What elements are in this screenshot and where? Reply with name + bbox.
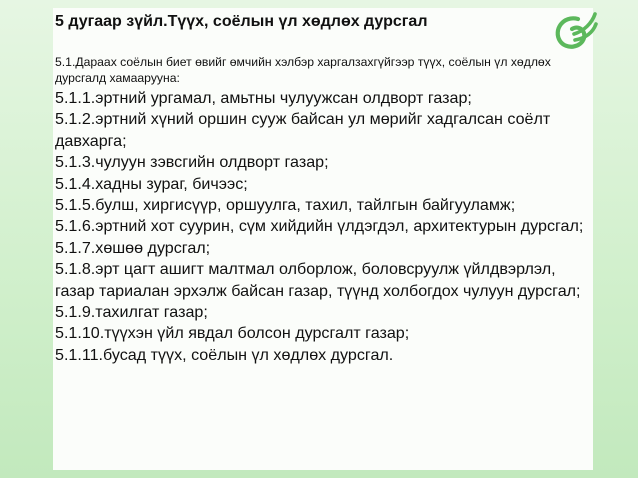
list-item: 5.1.8.эрт цагт ашигт малтмал олборлож, боловсруулж үйлдвэрлэл, газар тариалан эрхэлж байсан газар, түүнд холбогдох чулуун дурсгал; [55, 260, 581, 300]
list-item: 5.1.9.тахилгат газар; [55, 303, 208, 322]
list-item: 5.1.10.түүхэн үйл явдал болсон дурсгалт газар; [55, 324, 410, 343]
list-item: 5.1.2.эртний хүний оршин сууж байсан ул мөрийг хадгалсан соёлт давхарга; [55, 110, 551, 150]
list-item: 5.1.11.бусад түүх, соёлын үл хөдлөх дурсгал. [55, 345, 394, 364]
intro-paragraph: 5.1.Дараах соёлын биет өвийг өмчийн хэлбэр харгалзахгүйгээр түүх, соёлын үл хөдлөх дурсгалд хамаарууна: [55, 55, 551, 85]
list-item: 5.1.3.чулуун зэвсгийн олдворт газар; [55, 153, 329, 172]
green-swirl-logo-icon [548, 8, 598, 58]
list-item: 5.1.4.хадны зураг, бичээс; [55, 174, 248, 193]
page-title: 5 дугаар зүйл.Түүх, соёлын үл хөдлөх дурсгал [55, 13, 428, 30]
list-item: 5.1.7.хөшөө дурсгал; [55, 238, 211, 257]
list-item: 5.1.6.эртний хот суурин, сүм хийдийн үлдэгдэл, архитектурын дурсгал; [55, 217, 584, 236]
list-item: 5.1.1.эртний ургамал, амьтны чулуужсан олдворт газар; [55, 89, 472, 107]
article-item-list [55, 88, 595, 366]
list-item: 5.1.5.булш, хиргисүүр, оршуулга, тахил, тайлгын байгууламж; [55, 196, 516, 215]
